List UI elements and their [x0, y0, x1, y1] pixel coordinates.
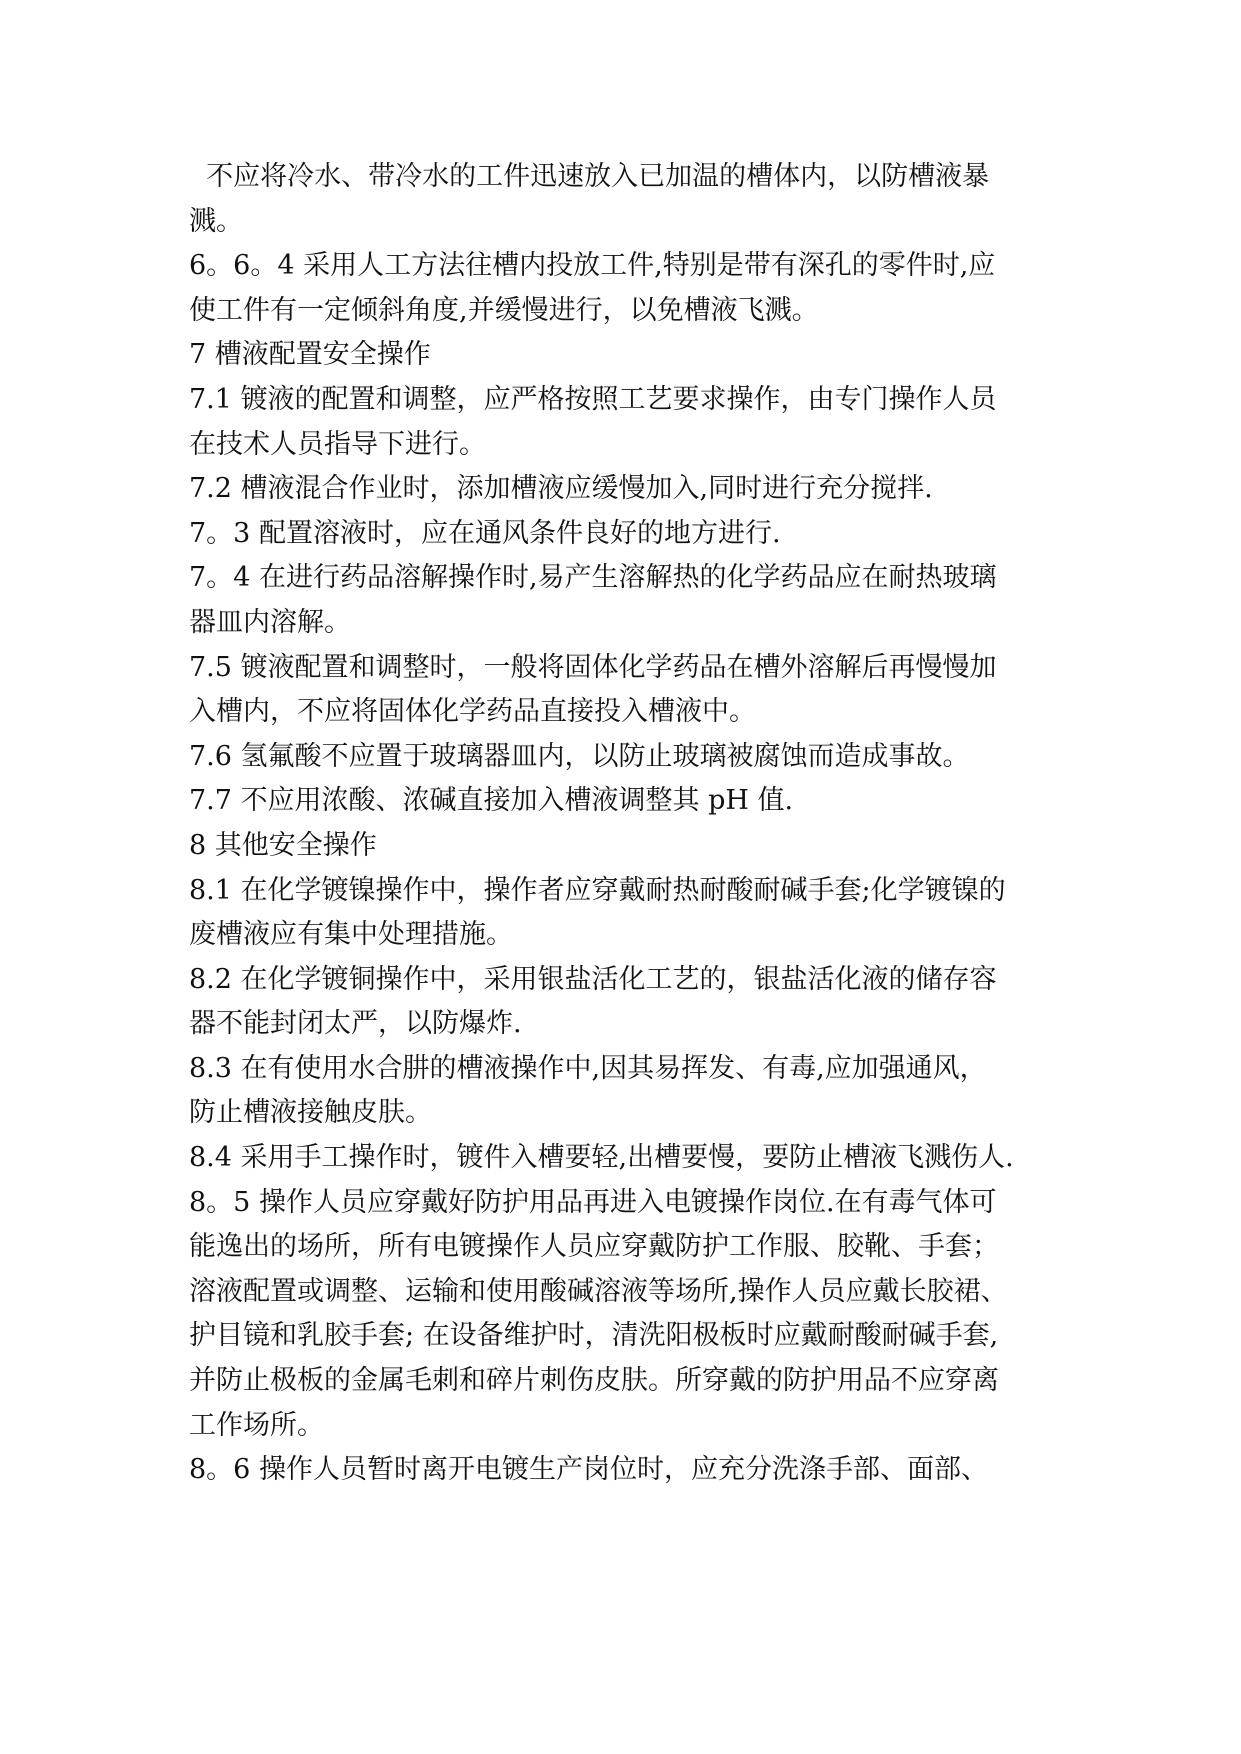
text-line: 护目镜和乳胶手套; 在设备维护时，清洗阳极板时应戴耐酸耐碱手套, — [189, 1320, 999, 1352]
text-line: 并防止极板的金属毛刺和碎片刺伤皮肤。所穿戴的防护用品不应穿离 — [189, 1365, 999, 1397]
text-line: 7.7 不应用浓酸、浓碱直接加入槽液调整其 pH 值. — [189, 785, 794, 817]
text-line: 8。6 操作人员暂时离开电镀生产岗位时，应充分洗涤手部、面部、 — [189, 1454, 988, 1486]
text-line: 8.2 在化学镀铜操作中，采用银盐活化工艺的，银盐活化液的储存容 — [189, 963, 997, 995]
text-line: 7.5 镀液配置和调整时，一般将固体化学药品在槽外溶解后再慢慢加 — [189, 651, 997, 683]
text-line: 7。3 配置溶液时，应在通风条件良好的地方进行. — [189, 517, 781, 549]
text-line: 入槽内，不应将固体化学药品直接投入槽液中。 — [189, 696, 756, 728]
text-line: 能逸出的场所，所有电镀操作人员应穿戴防护工作服、胶靴、手套； — [189, 1231, 999, 1263]
text-line: 7.2 槽液混合作业时，添加槽液应缓慢加入,同时进行充分搅拌. — [189, 473, 933, 505]
text-line: 7.1 镀液的配置和调整，应严格按照工艺要求操作，由专门操作人员 — [189, 383, 997, 415]
text-line: 废槽液应有集中处理措施。 — [189, 919, 513, 951]
text-line: 7.6 氢氟酸不应置于玻璃器皿内，以防止玻璃被腐蚀而造成事故。 — [189, 740, 970, 772]
text-line: 8。5 操作人员应穿戴好防护用品再进入电镀操作岗位.在有毒气体可 — [189, 1186, 997, 1218]
text-line: 8.4 采用手工操作时，镀件入槽要轻,出槽要慢，要防止槽液飞溅伤人. — [189, 1142, 1014, 1174]
text-line: 防止槽液接触皮肤。 — [189, 1097, 432, 1129]
text-line: 6。6。4 采用人工方法往槽内投放工件,特别是带有深孔的零件时,应 — [189, 250, 996, 282]
text-line: 器皿内溶解。 — [189, 606, 351, 638]
text-line: 7。4 在进行药品溶解操作时,易产生溶解热的化学药品应在耐热玻璃 — [189, 562, 997, 594]
text-line: 工作场所。 — [189, 1409, 324, 1441]
text-line: 在技术人员指导下进行。 — [189, 428, 486, 460]
text-line: 不应将冷水、带冷水的工件迅速放入已加温的槽体内，以防槽液暴 — [189, 161, 990, 192]
text-line: 8.3 在有使用水合肼的槽液操作中,因其易挥发、有毒,应加强通风， — [189, 1052, 987, 1084]
section-heading: 7 槽液配置安全操作 — [189, 339, 431, 371]
text-line: 溶液配置或调整、运输和使用酸碱溶液等场所,操作人员应戴长胶裙、 — [189, 1275, 1008, 1307]
text-line: 溅。 — [189, 205, 243, 237]
text-line: 器不能封闭太严，以防爆炸. — [189, 1008, 522, 1040]
section-heading: 8 其他安全操作 — [189, 829, 377, 861]
document-page — [189, 155, 1065, 1493]
text-line: 使工件有一定倾斜角度,并缓慢进行，以免槽液飞溅。 — [189, 294, 819, 326]
text-line: 8.1 在化学镀镍操作中，操作者应穿戴耐热耐酸耐碱手套;化学镀镍的 — [189, 874, 1006, 906]
